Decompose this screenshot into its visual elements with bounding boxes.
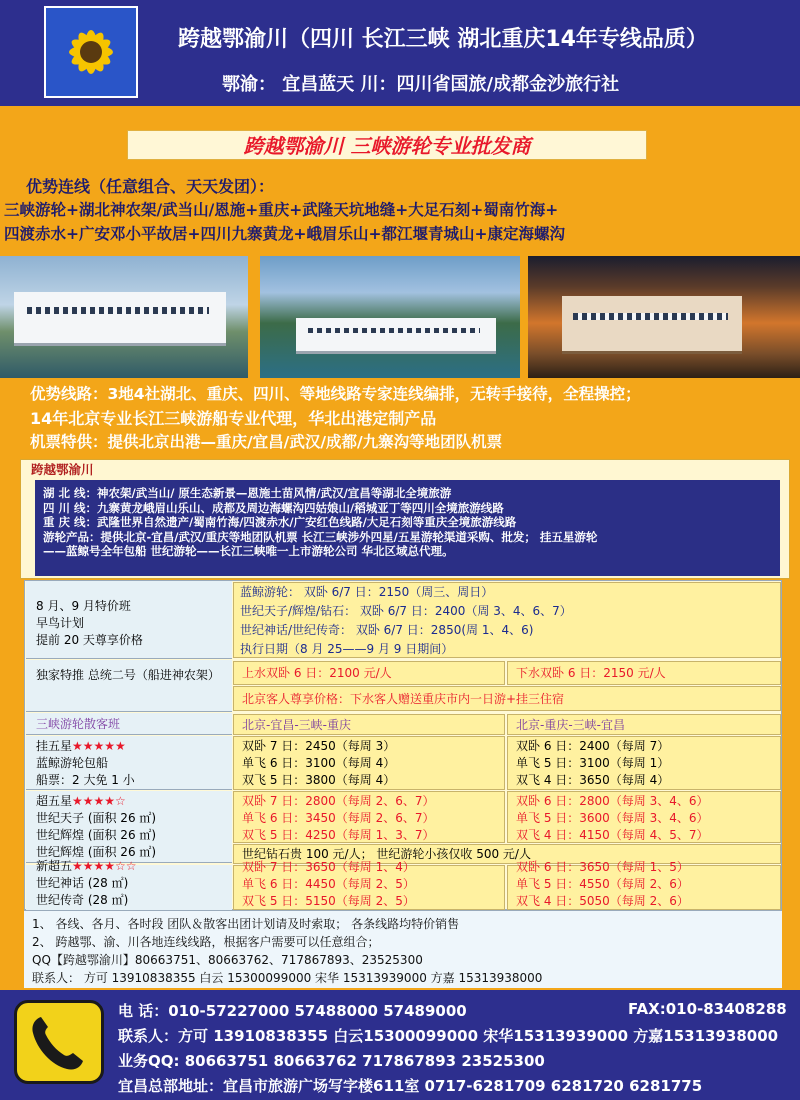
special-row-4: 执行日期（8 月 25——9 月 9 日期间） [240,642,454,656]
special-right-cell [233,582,781,658]
advantage-heading: 优势连线（任意组合、天天发团）： [26,177,275,196]
group1-up-cell: 双卧 7 日：2450（每周 3） 单飞 6 日：3100（每周 4） 双飞 5 日：3800（每周 4） [233,736,505,790]
route-list [35,480,780,576]
exclusive-note-cell: 北京客人尊享价格：下水客人赠送重庆市内一日游+挂三住宿 [233,686,781,711]
footer-tel: 电 话：010-57227000 57488000 57489000 [118,1002,467,1020]
wholesaler-banner [127,130,647,160]
footer-qq: 业务QQ: 80663751 80663762 717867893 23525300 [118,1052,545,1070]
note-qq: QQ【跨越鄂渝川】80663751、80663762、717867893、23525300 [32,953,423,967]
route-header-2: 北京-重庆-三峡-宜昌 [507,714,781,735]
route-panel [20,459,790,579]
route-cruise: 游轮产品：提供北京-宜昌/武汉/重庆等地团队机票 长江三峡涉外四星/五星游轮渠道采购、批发； 挂五星游轮 [43,529,598,544]
exclusive-left-cell: 独家特推 总统二号（船进神农架） [26,660,232,712]
special-row-2: 世纪天子/辉煌/钻石： 双卧 6/7 日：2400（周 3、4、6、7） [240,604,572,618]
route-chongqing: 重 庆 线：武隆世界自然遗产/蜀南竹海/四渡赤水/广安红色线路/大足石刻等重庆全境旅游线路 [43,515,517,529]
highlight-line-1: 优势线路：3地4社湖北、重庆、四川、等地线路专家连线编排，无转手接待，全程操控； [30,385,641,403]
special-row-3: 世纪神话/世纪传奇： 双卧 6/7 日：2850(周 1、4、6) [240,623,534,637]
cruise-photo-2 [260,256,520,378]
group3-left-cell: 新超五★★★★☆☆ 世纪神话 (28 ㎡) 世纪传奇 (28 ㎡) [26,865,232,910]
footer-address: 宜昌总部地址：宜昌市旅游广场写字楼611室 0717-6281709 6281720 6281775 [118,1077,703,1095]
advantage-routes-line1: 三峡游轮+湖北神农架/武当山/恩施+重庆+武隆天坑地缝+大足石刻+蜀南竹海+ [4,200,559,219]
group1-left-cell: 挂五星★★★★★ 蓝鲸游轮包船 船票：2 大免 1 小 [26,736,232,790]
header-title: 跨越鄂渝川（四川 长江三峡 湖北重庆14年专线品质） [178,27,708,52]
rating-stars: ★★★★☆☆ [72,859,137,873]
route-hubei: 湖 北 线：神农架/武当山/ 原生态新景—恩施土苗风情/武汉/宜昌等湖北全境旅游 [43,486,452,500]
rating-stars: ★★★★☆ [72,794,126,808]
phone-icon [14,1000,104,1084]
group2-up-cell: 双卧 7 日：2800（每周 2、6、7） 单飞 6 日：3450（每周 2、6、7） 双飞 5 日：4250（每周 1、3、7） [233,791,505,843]
exclusive-up-cell: 上水双卧 6 日：2100 元/人 [233,661,505,685]
route-sichuan: 四 川 线：九寨黄龙峨眉山乐山、成都及周边海螺沟四姑娘山/稻城亚丁等四川全境旅游线路 [43,500,504,515]
footer-fax: FAX:010-83408288 [628,1000,787,1018]
special-row-1: 蓝鲸游轮： 双卧 6/7 日：2150（周三、周日） [240,585,494,599]
cruise-photo-3 [528,256,800,378]
advantage-routes-line2: 四渡赤水+广安邓小平故居+四川九寨黄龙+峨眉乐山+都江堰青城山+康定海螺沟 [4,224,565,243]
header-bar [0,0,800,106]
group2-down-cell: 双卧 6 日：2800（每周 3、4、6） 单飞 5 日：3600（每周 3、4、6） 双飞 4 日：4150（每周 4、5、7） [507,791,781,843]
cruise-photo-1 [0,256,248,378]
group1-down-cell: 双卧 6 日：2400（每周 7） 单飞 5 日：3100（每周 1） 双飞 4 日：3650（每周 4） [507,736,781,790]
sunflower-logo-icon [44,6,138,98]
group2-note-cell: 世纪钻石贵 100 元/人； 世纪游轮小孩仅收 500 元/人 [233,844,781,864]
dispersed-left-cell: 三峡游轮散客班 [26,713,232,735]
cruise-photo-strip [0,256,800,380]
note-1: 1、 各线、各月、各时段 团队＆散客出团计划请及时索取； 各条线路均特价销售 [32,917,460,931]
price-table [24,580,782,910]
banner-text: 跨越鄂渝川 三峡游轮专业批发商 [243,134,531,158]
rating-stars: ★★★★★ [72,739,126,753]
route-header-1: 北京-宜昌-三峡-重庆 [233,714,505,735]
group2-left-cell: 超五星★★★★☆ 世纪天子 (面积 26 ㎡) 世纪辉煌 (面积 26 ㎡) 世纪辉煌 (面积 26 ㎡) [26,791,232,863]
highlight-line-3: 机票特供：提供北京出港—重庆/宜昌/武汉/成都/九寨沟等地团队机票 [30,433,503,451]
route-cruise-cont: ——蓝鲸号全年包船 世纪游轮——长江三峡唯一上市游轮公司 华北区域总代理。 [43,544,454,558]
footer-contacts: 联系人：方可 13910838355 白云15300099000 宋华15313939000 方嘉15313938000 [118,1027,779,1045]
special-left-cell: 8 月、9 月特价班 早鸟计划 提前 20 天尊享价格 [26,581,232,659]
group3-down-cell: 双卧 6 日：3650（每周 1、5） 单飞 5 日：4550（每周 2、6） 双飞 4 日：5050（每周 2、6） [507,865,781,910]
note-2: 2、 跨越鄂、渝、川各地连线线路，根据客户需要可以任意组合； [32,935,380,949]
footer-bar [0,990,800,1100]
exclusive-down-cell: 下水双卧 6 日：2150 元/人 [507,661,781,685]
header-subtitle: 鄂渝： 宜昌蓝天 川：四川省国旅/成都金沙旅行社 [222,74,620,95]
panel-tab-label: 跨越鄂渝川 [31,462,94,477]
highlight-line-2: 14年北京专业长江三峡游船专业代理，华北出港定制产品 [30,409,437,428]
group3-up-cell: 双卧 7 日：3650（每周 1、4） 单飞 6 日：4450（每周 2、5） 双飞 5 日：5150（每周 2、5） [233,865,505,910]
notes-section [24,910,782,988]
note-contacts: 联系人： 方可 13910838355 白云 15300099000 宋华 15313939000 方嘉 15313938000 [32,971,543,985]
